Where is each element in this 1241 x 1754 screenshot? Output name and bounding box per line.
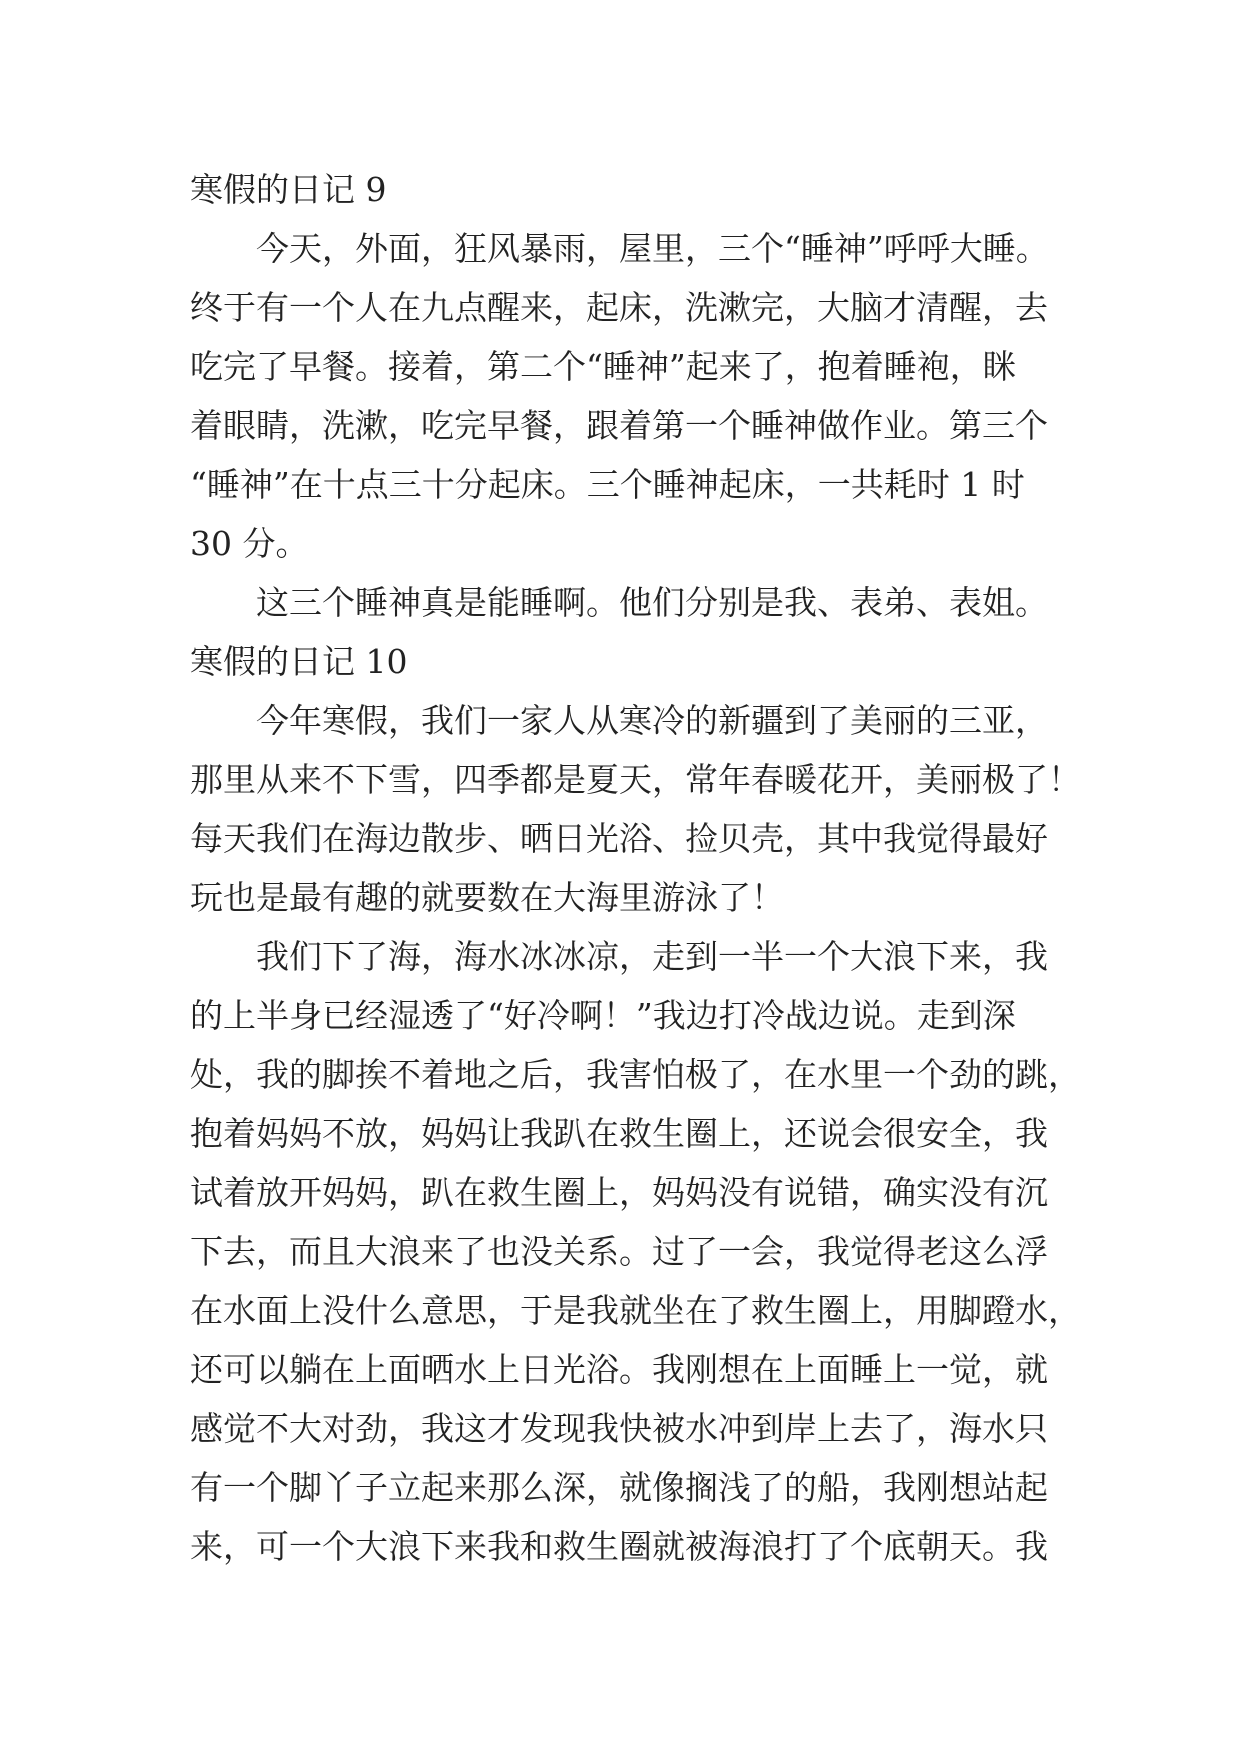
paragraph-line: 试着放开妈妈，趴在救生圈上，妈妈没有说错，确实没有沉 (190, 1173, 1048, 1212)
paragraph-line: 今年寒假，我们一家人从寒冷的新疆到了美丽的三亚， (190, 701, 1048, 740)
diary-title: 寒假的日记 9 (190, 170, 387, 209)
paragraph-line: 终于有一个人在九点醒来，起床，洗漱完，大脑才清醒，去 (190, 288, 1048, 327)
paragraph-line: “睡神”在十点三十分起床。三个睡神起床，一共耗时 1 时 (190, 465, 1025, 504)
paragraph-line: 着眼睛，洗漱，吃完早餐，跟着第一个睡神做作业。第三个 (190, 406, 1048, 445)
paragraph-line: 我们下了海，海水冰冰凉，走到一半一个大浪下来，我 (190, 937, 1048, 976)
paragraph-line: 每天我们在海边散步、晒日光浴、捡贝壳，其中我觉得最好 (190, 819, 1048, 858)
paragraph-line: 那里从来不下雪，四季都是夏天，常年春暖花开，美丽极了！ (190, 760, 1081, 799)
paragraph-line: 抱着妈妈不放，妈妈让我趴在救生圈上，还说会很安全，我 (190, 1114, 1048, 1153)
document-body (190, 160, 1081, 1576)
paragraph-line: 在水面上没什么意思，于是我就坐在了救生圈上，用脚蹬水， (190, 1291, 1081, 1330)
paragraph-line: 感觉不大对劲，我这才发现我快被水冲到岸上去了，海水只 (190, 1409, 1048, 1448)
paragraph-line: 30 分。 (190, 524, 309, 563)
paragraph-line: 今天，外面，狂风暴雨，屋里，三个“睡神”呼呼大睡。 (190, 229, 1049, 268)
paragraph-line: 吃完了早餐。接着，第二个“睡神”起来了，抱着睡袍，眯 (190, 347, 1016, 386)
paragraph-line: 还可以躺在上面晒水上日光浴。我刚想在上面睡上一觉，就 (190, 1350, 1048, 1389)
paragraph-line: 玩也是最有趣的就要数在大海里游泳了！ (190, 878, 784, 917)
paragraph-line: 处，我的脚挨不着地之后，我害怕极了，在水里一个劲的跳， (190, 1055, 1081, 1094)
paragraph-line: 有一个脚丫子立起来那么深，就像搁浅了的船，我刚想站起 (190, 1468, 1048, 1507)
paragraph-line: 来，可一个大浪下来我和救生圈就被海浪打了个底朝天。我 (190, 1527, 1048, 1566)
paragraph-line: 这三个睡神真是能睡啊。他们分别是我、表弟、表姐。 (190, 583, 1048, 622)
paragraph-line: 下去，而且大浪来了也没关系。过了一会，我觉得老这么浮 (190, 1232, 1048, 1271)
diary-title: 寒假的日记 10 (190, 642, 408, 681)
paragraph-line: 的上半身已经湿透了“好冷啊！”我边打冷战边说。走到深 (190, 996, 1016, 1035)
